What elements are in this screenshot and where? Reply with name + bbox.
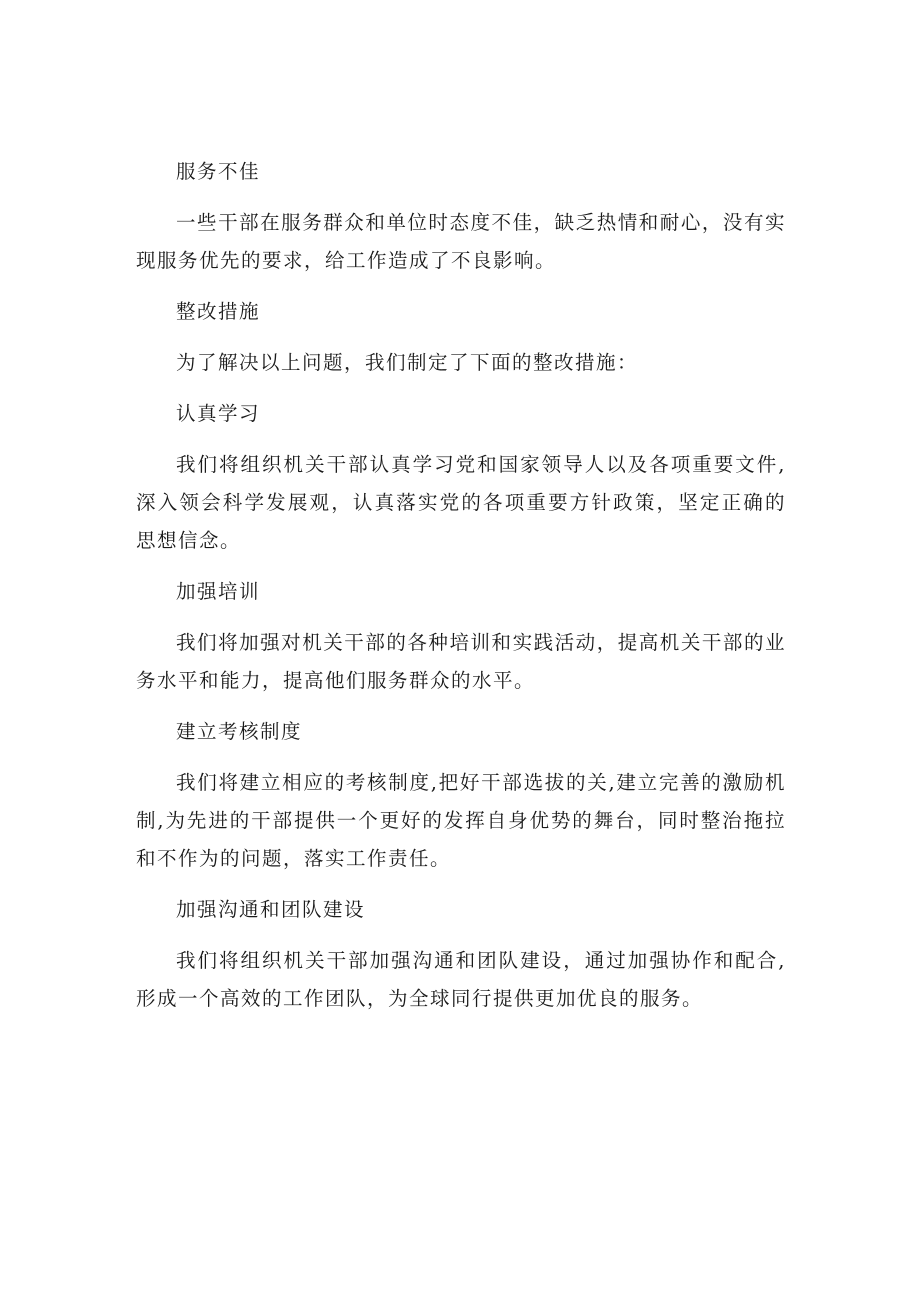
section-heading-measures: 整改措施 xyxy=(176,300,261,323)
paragraph-measures: 为了解决以上问题，我们制定了下面的整改措施： xyxy=(176,351,639,374)
section-heading-assessment: 建立考核制度 xyxy=(176,720,303,743)
paragraph-teamwork: 我们将组织机关干部加强沟通和团队建设，通过加强协作和配合,形成一个高效的工作团队，为全球同行提供更加优良的服务。 xyxy=(136,949,786,1010)
spacer xyxy=(136,930,786,942)
section-heading-training: 加强培训 xyxy=(176,580,261,603)
section-heading-service: 服务不佳 xyxy=(176,160,261,183)
section-heading-study: 认真学习 xyxy=(176,402,261,425)
spacer xyxy=(136,700,786,712)
document-page xyxy=(136,152,786,1018)
spacer xyxy=(136,382,786,394)
paragraph-study: 我们将组织机关干部认真学习党和国家领导人以及各项重要文件,深入领会科学发展观，认真落实党的各项重要方针政策，坚定正确的思想信念。 xyxy=(136,453,786,552)
paragraph-service: 一些干部在服务群众和单位时态度不佳，缺乏热情和耐心，没有实现服务优先的要求，给工作造成了不良影响。 xyxy=(136,211,786,272)
spacer xyxy=(136,878,786,890)
spacer xyxy=(136,434,786,446)
spacer xyxy=(136,332,786,344)
section-heading-teamwork: 加强沟通和团队建设 xyxy=(176,898,366,921)
spacer xyxy=(136,192,786,204)
spacer xyxy=(136,560,786,572)
spacer xyxy=(136,752,786,764)
paragraph-training: 我们将加强对机关干部的各种培训和实践活动，提高机关干部的业务水平和能力，提高他们服务群众的水平。 xyxy=(136,631,786,692)
spacer xyxy=(136,280,786,292)
spacer xyxy=(136,612,786,624)
paragraph-assessment: 我们将建立相应的考核制度,把好干部选拔的关,建立完善的激励机制,为先进的干部提供一个更好的发挥自身优势的舞台，同时整治拖拉和不作为的问题，落实工作责任。 xyxy=(136,771,786,870)
